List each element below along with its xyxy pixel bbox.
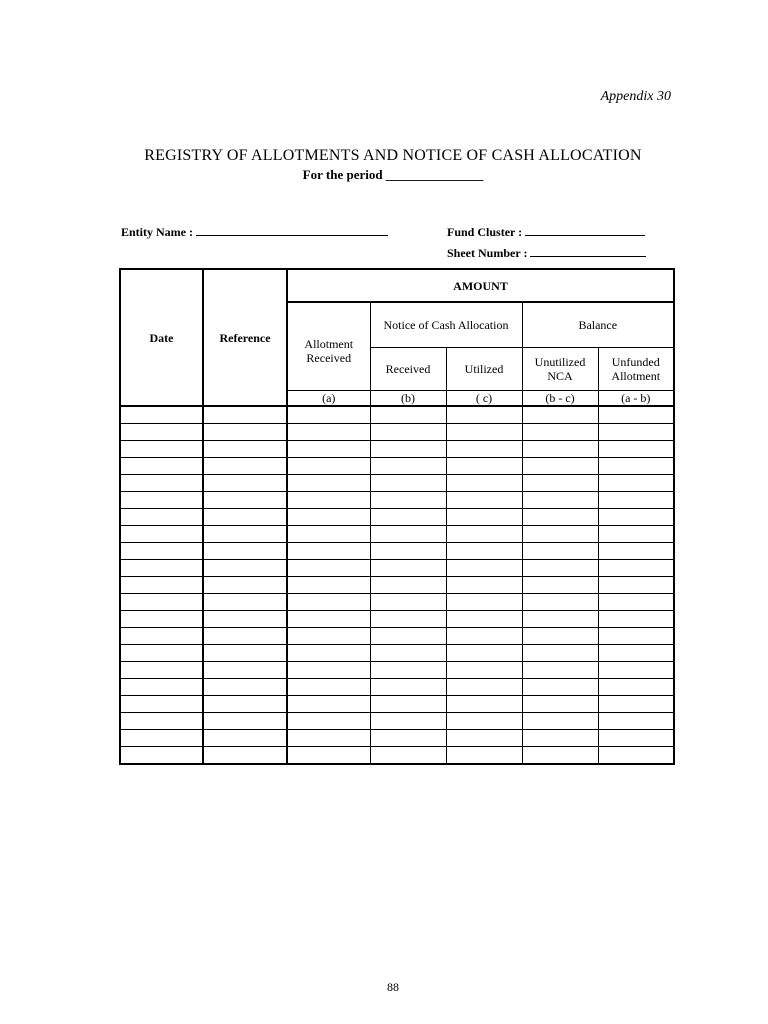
table-cell <box>598 458 674 475</box>
table-cell <box>446 406 522 424</box>
table-cell <box>203 713 287 730</box>
balance-header: Balance <box>522 302 674 347</box>
table-cell <box>287 679 370 696</box>
table-row <box>120 526 674 543</box>
table-cell <box>522 594 598 611</box>
code-b: (b) <box>370 390 446 406</box>
table-cell <box>522 560 598 577</box>
table-cell <box>203 475 287 492</box>
nca-header: Notice of Cash Allocation <box>370 302 522 347</box>
table-cell <box>370 509 446 526</box>
table-cell <box>522 679 598 696</box>
table-cell <box>522 611 598 628</box>
entity-name-blank <box>196 223 388 236</box>
table-cell <box>120 730 203 747</box>
table-cell <box>446 577 522 594</box>
table-cell <box>370 543 446 560</box>
table-cell <box>120 628 203 645</box>
table-row <box>120 406 674 424</box>
table-cell <box>120 662 203 679</box>
reference-header: Reference <box>203 269 287 406</box>
table-cell <box>522 577 598 594</box>
table-cell <box>287 611 370 628</box>
table-cell <box>598 713 674 730</box>
table-row <box>120 594 674 611</box>
table-cell <box>598 577 674 594</box>
table-cell <box>287 526 370 543</box>
table-row <box>120 543 674 560</box>
table-cell <box>120 577 203 594</box>
code-c: ( c) <box>446 390 522 406</box>
table-row <box>120 458 674 475</box>
table-row <box>120 696 674 713</box>
table-cell <box>370 526 446 543</box>
table-cell <box>522 424 598 441</box>
table-cell <box>120 645 203 662</box>
table-row <box>120 611 674 628</box>
table-cell <box>120 441 203 458</box>
table-cell <box>446 441 522 458</box>
table-cell <box>287 441 370 458</box>
table-cell <box>370 458 446 475</box>
table-cell <box>598 611 674 628</box>
table-cell <box>598 492 674 509</box>
table-body <box>120 406 674 764</box>
table-cell <box>287 492 370 509</box>
table-cell <box>446 526 522 543</box>
table-cell <box>203 406 287 424</box>
table-cell <box>120 696 203 713</box>
table-cell <box>203 424 287 441</box>
table-cell <box>446 543 522 560</box>
table-cell <box>522 406 598 424</box>
allotment-received-header <box>287 302 370 390</box>
table-cell <box>287 662 370 679</box>
table-cell <box>203 645 287 662</box>
unutilized-nca-header <box>522 347 598 390</box>
table-cell <box>120 406 203 424</box>
table-row <box>120 577 674 594</box>
table-cell <box>522 747 598 765</box>
table-cell <box>598 747 674 765</box>
table-cell <box>120 543 203 560</box>
table-cell <box>370 713 446 730</box>
table-cell <box>203 594 287 611</box>
table-cell <box>120 747 203 765</box>
table-cell <box>370 645 446 662</box>
unfunded-allotment-label: Unfunded Allotment <box>611 354 661 383</box>
table-cell <box>522 509 598 526</box>
table-cell <box>522 526 598 543</box>
table-cell <box>120 679 203 696</box>
table-cell <box>598 543 674 560</box>
table-row <box>120 679 674 696</box>
table-row <box>120 662 674 679</box>
table-row <box>120 730 674 747</box>
table-cell <box>446 747 522 765</box>
table-cell <box>446 475 522 492</box>
table-cell <box>598 628 674 645</box>
table-cell <box>446 509 522 526</box>
table-cell <box>522 628 598 645</box>
table-cell <box>446 662 522 679</box>
table-cell <box>287 594 370 611</box>
table-cell <box>203 458 287 475</box>
sheet-number-field <box>447 244 646 261</box>
table-cell <box>446 611 522 628</box>
fund-cluster-blank <box>525 223 645 236</box>
table-cell <box>370 594 446 611</box>
allotment-received-label: Allotment Received <box>304 337 354 366</box>
table-cell <box>203 696 287 713</box>
registry-table <box>119 268 675 765</box>
table-cell <box>446 458 522 475</box>
table-cell <box>446 594 522 611</box>
table-cell <box>598 730 674 747</box>
table-cell <box>203 747 287 765</box>
table-cell <box>598 424 674 441</box>
table-row <box>120 441 674 458</box>
table-cell <box>446 713 522 730</box>
table-cell <box>446 424 522 441</box>
table-cell <box>446 679 522 696</box>
table-cell <box>522 645 598 662</box>
table-cell <box>522 713 598 730</box>
table-cell <box>522 441 598 458</box>
table-cell <box>522 475 598 492</box>
period-label: For the period _______________ <box>302 167 484 182</box>
table-cell <box>120 713 203 730</box>
table-cell <box>370 696 446 713</box>
table-cell <box>522 492 598 509</box>
table-cell <box>287 458 370 475</box>
code-a-minus-b: (a - b) <box>598 390 674 406</box>
table-cell <box>287 730 370 747</box>
table-cell <box>370 662 446 679</box>
table-cell <box>522 543 598 560</box>
table-cell <box>203 611 287 628</box>
table-cell <box>598 696 674 713</box>
table-cell <box>203 492 287 509</box>
table-row <box>120 509 674 526</box>
table-cell <box>287 696 370 713</box>
fund-cluster-label: Fund Cluster : <box>447 225 523 239</box>
table-cell <box>120 509 203 526</box>
table-cell <box>598 406 674 424</box>
table-cell <box>203 560 287 577</box>
table-cell <box>203 543 287 560</box>
amount-header: AMOUNT <box>287 269 674 302</box>
table-cell <box>120 492 203 509</box>
unfunded-allotment-header <box>598 347 674 390</box>
table-cell <box>598 645 674 662</box>
table-cell <box>370 424 446 441</box>
table-cell <box>287 543 370 560</box>
table-cell <box>446 492 522 509</box>
table-cell <box>446 645 522 662</box>
table-cell <box>598 475 674 492</box>
table-cell <box>287 406 370 424</box>
page-number: 88 <box>387 980 399 994</box>
unutilized-nca-label: Unutilized NCA <box>534 354 586 383</box>
table-cell <box>370 611 446 628</box>
table-cell <box>370 406 446 424</box>
table-cell <box>370 628 446 645</box>
form-title: REGISTRY OF ALLOTMENTS AND NOTICE OF CASH ALLOCATION <box>144 147 642 164</box>
table-cell <box>287 628 370 645</box>
table-cell <box>287 747 370 765</box>
table-row <box>120 747 674 765</box>
table-cell <box>598 679 674 696</box>
table-cell <box>370 747 446 765</box>
table-cell <box>120 424 203 441</box>
table-cell <box>287 560 370 577</box>
table-cell <box>522 662 598 679</box>
entity-name-field <box>121 223 388 240</box>
table-cell <box>446 730 522 747</box>
table-cell <box>287 645 370 662</box>
table-cell <box>203 526 287 543</box>
table-row <box>120 492 674 509</box>
table-cell <box>446 696 522 713</box>
table-cell <box>203 730 287 747</box>
table-cell <box>598 662 674 679</box>
table-cell <box>287 577 370 594</box>
table-cell <box>598 560 674 577</box>
table-cell <box>598 526 674 543</box>
table-cell <box>203 577 287 594</box>
table-cell <box>287 509 370 526</box>
received-header: Received <box>370 347 446 390</box>
table-cell <box>522 730 598 747</box>
table-row <box>120 645 674 662</box>
sheet-number-label: Sheet Number : <box>447 246 528 260</box>
table-cell <box>203 509 287 526</box>
table-cell <box>203 441 287 458</box>
table-cell <box>446 628 522 645</box>
table-cell <box>370 577 446 594</box>
table-cell <box>203 628 287 645</box>
table-cell <box>370 730 446 747</box>
code-b-minus-c: (b - c) <box>522 390 598 406</box>
table-row <box>120 713 674 730</box>
table-cell <box>370 475 446 492</box>
table-cell <box>120 594 203 611</box>
table-cell <box>120 458 203 475</box>
table-cell <box>446 560 522 577</box>
table-cell <box>287 424 370 441</box>
table-cell <box>120 560 203 577</box>
table-cell <box>598 509 674 526</box>
table-cell <box>522 696 598 713</box>
table-cell <box>522 458 598 475</box>
table-cell <box>120 611 203 628</box>
table-cell <box>598 441 674 458</box>
table-cell <box>203 662 287 679</box>
table-cell <box>370 679 446 696</box>
table-cell <box>370 560 446 577</box>
sheet-number-blank <box>530 244 646 257</box>
table-cell <box>120 475 203 492</box>
table-cell <box>287 475 370 492</box>
table-row <box>120 424 674 441</box>
table-cell <box>120 526 203 543</box>
table-cell <box>370 492 446 509</box>
table-row <box>120 475 674 492</box>
table-cell <box>370 441 446 458</box>
entity-name-label: Entity Name : <box>121 225 193 239</box>
table-cell <box>287 713 370 730</box>
table-row <box>120 628 674 645</box>
table-cell <box>598 594 674 611</box>
table-cell <box>203 679 287 696</box>
table-row <box>120 560 674 577</box>
fund-cluster-field <box>447 223 645 240</box>
utilized-header: Utilized <box>446 347 522 390</box>
date-header: Date <box>120 269 203 406</box>
code-a: (a) <box>287 390 370 406</box>
appendix-label: Appendix 30 <box>600 89 671 104</box>
